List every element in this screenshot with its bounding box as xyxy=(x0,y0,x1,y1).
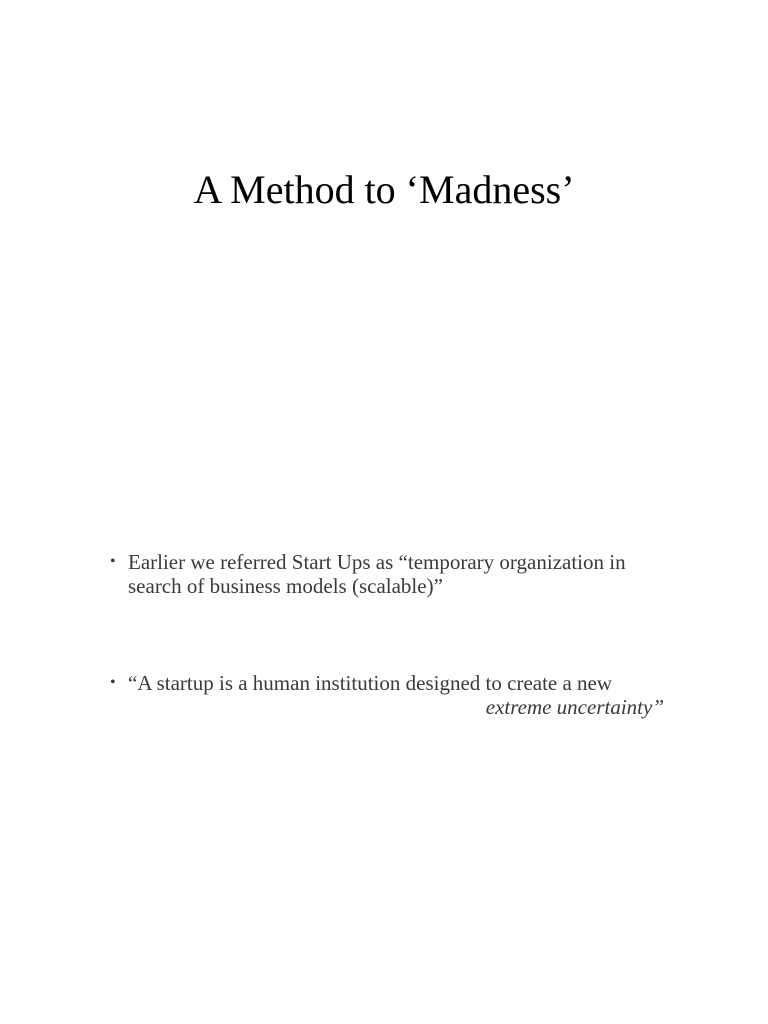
slide-title: A Method to ‘Madness’ xyxy=(193,167,575,212)
bullet-marker: • xyxy=(110,674,116,691)
bullet-text xyxy=(128,550,670,598)
bullet-line: search of business models (scalable)” xyxy=(128,574,443,598)
bullet-line: Earlier we referred Start Ups as “temporary organization in xyxy=(128,550,626,574)
bullet-text xyxy=(128,671,670,719)
bullet-marker: • xyxy=(110,553,116,570)
bullet-item xyxy=(110,550,670,598)
bullet-line: “A startup is a human institution designed to create a new xyxy=(128,671,613,695)
bullet-item xyxy=(110,671,670,719)
bullet-italic-line: extreme uncertainty” xyxy=(485,695,664,719)
